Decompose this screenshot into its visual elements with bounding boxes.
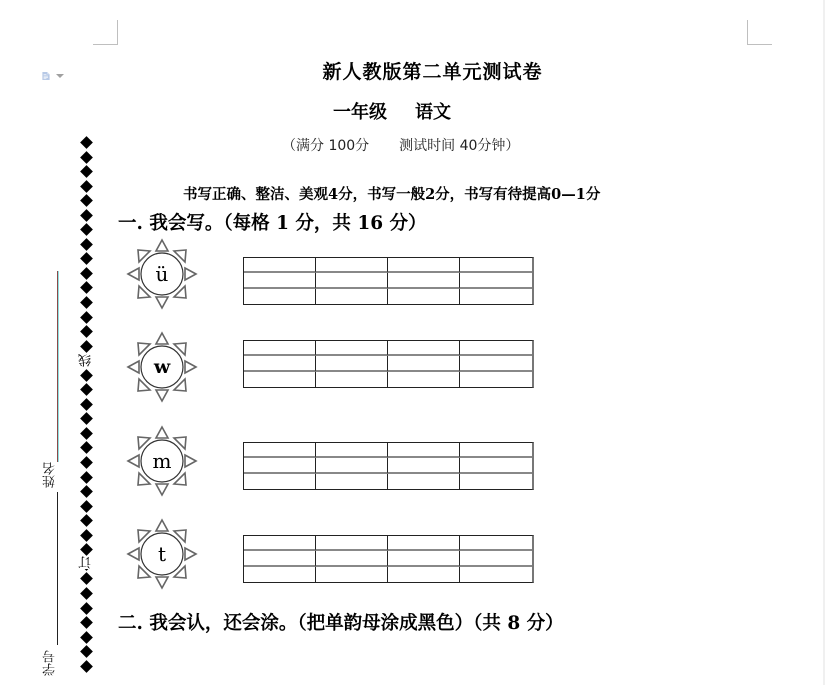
name-label: 姓名	[43, 462, 58, 488]
writing-grid[interactable]	[243, 340, 534, 388]
sun-icon	[126, 331, 198, 403]
document-title: 新人教版第二单元测试卷	[322, 61, 543, 83]
sun-letter-item	[126, 331, 198, 403]
page-corner-mark-top-left	[93, 20, 118, 45]
name-underline	[57, 271, 58, 462]
exam-meta	[282, 135, 519, 155]
cut-mark-line: 线	[79, 354, 94, 367]
full-score: （满分 100分	[282, 138, 370, 154]
sun-icon	[126, 425, 198, 497]
handwriting-note: 书写正确、整洁、美观4分，书写一般2分，书写有待提高0—1分	[183, 186, 601, 203]
writing-grid[interactable]	[243, 442, 534, 490]
student-id-underline	[57, 492, 58, 645]
exam-time: 测试时间 40分钟）	[399, 138, 520, 154]
section-1-heading: 一. 我会写。（每格 1 分，共 16 分）	[118, 213, 427, 234]
sun-letter-item	[126, 425, 198, 497]
sun-icon	[126, 238, 198, 310]
sun-letter-item	[126, 518, 198, 590]
letter: t	[157, 542, 167, 566]
writing-grid[interactable]	[243, 257, 534, 305]
sun-letter-item	[126, 238, 198, 310]
document-subtitle	[333, 98, 451, 124]
grade-label: 一年级	[333, 102, 387, 123]
letter: ü	[155, 262, 169, 286]
subject-label: 语文	[415, 102, 451, 123]
page-corner-mark-top-right	[747, 20, 772, 45]
binding-diamond-line	[79, 138, 93, 676]
cut-mark-binding: 订	[79, 556, 94, 569]
student-id-label: 学号	[43, 650, 58, 676]
letter: m	[152, 449, 172, 473]
sun-icon	[126, 518, 198, 590]
section-2-heading: 二. 我会认，还会涂。（把单韵母涂成黑色）（共 8 分）	[118, 613, 564, 634]
letter: w	[153, 356, 171, 378]
writing-grid[interactable]	[243, 535, 534, 583]
